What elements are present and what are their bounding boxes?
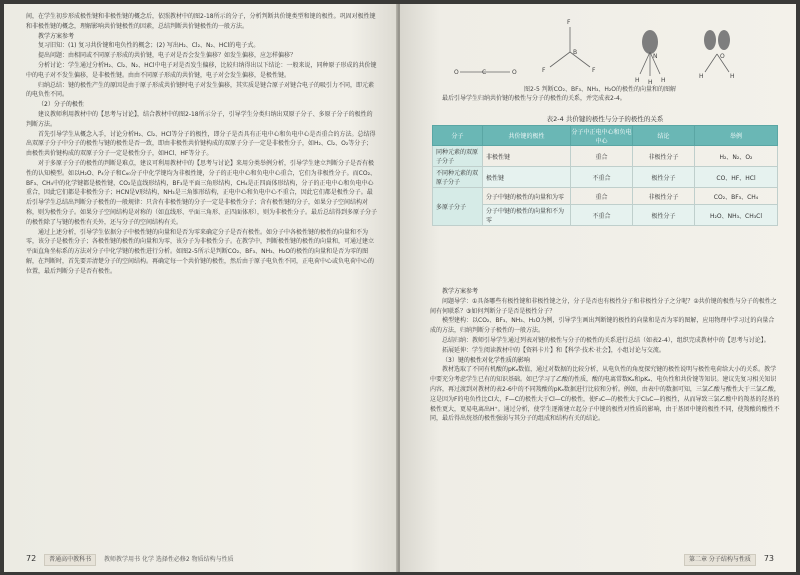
table-row <box>433 205 778 226</box>
paragraph-q4: 总结归纳：教师引导学生通过列表对键的极性与分子的极性的关系进行总结（如表2-4），组织完成教材中的【思考与讨论】。 <box>442 336 770 344</box>
table-cell: CO₂、BF₃、CH₄ <box>695 188 778 205</box>
nh3-atom-h3: H <box>661 77 666 84</box>
nh3-atom-n: N <box>653 53 658 60</box>
table-cell: CO、HF、HCl <box>695 167 778 188</box>
paragraph-q5: 拓展延伸：学生阅读教材中的【资料卡片】和【科学·技术·社会】，小组讨论与交流。 <box>442 346 665 354</box>
molecule-figure <box>440 12 760 92</box>
table-cell: 极性分子 <box>633 205 695 226</box>
row-group-label: 不同种元素的双原子分子 <box>433 167 483 188</box>
bf3-atom-f2: F <box>542 67 546 74</box>
right-page-number: 73 <box>763 554 774 563</box>
right-footer <box>580 552 780 566</box>
table-cell: 不重合 <box>571 205 633 226</box>
paragraph-p11: 通过上述分析，引导学生依据分子中极性键的向量和是否为零来确定分子是否有极性。如分子中各极性键的极性的向量和不为零，该分子是极性分子；各极性键的极性的向量和为零，该分子为非极性分子。在教学中，判断极性键的极性的向量和，可通过建立平面直角坐标系的方法对分子中化学键的极性进行分析。如图2-5所示是判断CO₂、BF₃、NH₃、H₂O的极性的向量和是否为零的图解，在判断时，首先要弄清楚分子的空间结构。再确定每一个共价键的极性，然后由于原子电负性不同，正电荷中心或负电荷中心的位置，最后判断分子是否有极性。 <box>26 228 375 275</box>
table-cell: 非极性分子 <box>633 146 695 167</box>
table-body <box>433 146 778 226</box>
polarity-table <box>432 125 778 226</box>
paragraph-q7: 教材选取了不同有机酸的pKₐ数值，通过对数据的比较分析，从电负性的角度探究键的极性说明与极性电荷给大小的关系。教学中要充分考虑学生已有的知识基础。如已学习了乙酸的性质，酸的电离常数Kₐ和pKₐ、电负性和共价键等知识。建议先复习相关知识内容，再过渡到对教材的表2-6中的不同羧酸的pKₐ数据进行比较和分析。例如，由表中的数据可知，三氯乙酸与酸性大于三氯乙酸，这是因为F的电负性比Cl大，F—C的极性大于Cl—C的极性，使F₃C—的极性大于Cl₃C—的极性，从而导致三氯乙酸中的羧基的羟基的极性更大，更易电离出H⁺。通过分析，使学生逐渐建立起分子中键的极性对性质的影响，由于基团中键的极性不同，使羧酸的酸性不同，最后得出烷基的极性强弱与其分子的组成和结构有关的结论。 <box>430 366 780 423</box>
paragraph-q1: 教学方案参考 <box>442 288 479 295</box>
paragraph-p7: （2）分子的极性 <box>38 101 84 109</box>
co2-atom-o1: O <box>454 69 459 76</box>
row-group-label: 同种元素的双原子分子 <box>433 146 483 167</box>
table-cell: 不重合 <box>571 167 633 188</box>
left-footer <box>26 552 378 566</box>
nh3-atom-h2: H <box>648 79 653 86</box>
table-cell: 非极性分子 <box>633 188 695 205</box>
th-molecule: 分子 <box>433 126 483 146</box>
paragraph-q2: 问题导学：①具备哪些有极性键和非极性键之分，分子是否也有极性分子和非极性分子之分呢？②共价键的极性与分子的极性之间有何联系？③如何判断分子是否是极性分子？ <box>430 297 777 315</box>
co2-atom-c: C <box>482 69 487 76</box>
footer-book-title: 教师教学用书 化学 选择性必修2 物质结构与性质 <box>104 556 234 563</box>
bf3-atom-b: B <box>573 49 578 56</box>
h2o-atom-o: O <box>720 53 725 60</box>
co2-diagram <box>454 69 517 76</box>
bf3-diagram <box>542 19 596 74</box>
table-cell: 极性分子 <box>633 167 695 188</box>
paragraph-p5: 分析讨论：学生通过分析H₂、Cl₂、N₂、HCl中电子对是否发生偏移，比较归纳得出以下结论：一般来说，同种原子形成的共价键中的电子对不发生偏移，是非极性键。由由不同原子形成的共价键，电子对会发生偏移，是极性键。 <box>26 61 377 79</box>
h2o-atom-h1: H <box>699 73 704 80</box>
table-row <box>433 167 778 188</box>
bf3-atom-f3: F <box>592 67 596 74</box>
right-text-column <box>430 287 780 424</box>
bf3-atom-f1: F <box>567 19 571 26</box>
nh3-atom-h1: H <box>635 77 640 84</box>
paragraph-p6: 归纳总结：键的极性产生的原因是由于原子形成共价键时电子对发生偏移，其实质是键合原子对键合电子的吸引力不同，即元素的电负性不同。 <box>26 81 375 99</box>
table-cell: 分子中键的极性的向量和为零 <box>483 188 571 205</box>
row-group-label: 多原子分子 <box>433 188 483 226</box>
co2-atom-o2: O <box>512 69 517 76</box>
h2o-atom-h2: H <box>730 73 735 80</box>
footer-chapter: 第二章 分子结构与性质 <box>684 554 756 566</box>
paragraph-p4: 提出问题：由相同或不同原子形成的共价键，电子对是否会发生偏移？如发生偏移，应怎样偏移？ <box>38 52 297 60</box>
paragraph-q6: （3）键的极性对化学性质的影响 <box>442 356 530 364</box>
paragraph-p9: 首先引导学生从概念入手，讨论分析H₂、Cl₂、HCl等分子的极性，即分子是否具有正电中心和负电中心是否重合的方法。总结得出双原子分子中分子的极性与键的极性是否一致，即由非极性共价键构成的双原子分子一定是非极性分子，如H₂、Cl₂、O₂等分子；由极性共价键构成的双原子分子一定是极性分子，如HCl、HF等分子。 <box>26 130 376 158</box>
table-row <box>433 188 778 205</box>
right-page <box>400 4 796 572</box>
table-intro-text: 最后引导学生归纳共价键的极性与分子的极性的关系，并完成表2-4。 <box>442 95 626 102</box>
table-cell: 重合 <box>571 188 633 205</box>
left-text-column <box>26 12 378 277</box>
paragraph-p10: 对于多原子分子的极性的判断是难点，建议可利用教材中的【思考与讨论】来用分类举例分析，引导学生建立判断分子是否有极性的认知模型。如以H₂O、P₄分子和C₆₀分子中化学键均为非极性键，分子的正电中心和负电中心重合，它们为非极性分子。而CO₂、BF₃、CH₄中的化学键都是极性键，CO₂是直线形结构，BF₃是平面三角形结构，CH₄是正四面体形结构，分子的正电中心和负电中心重合，因此它们都是非极性分子；HCN是V形结构，NH₃是三角锥形结构，正电中心和负电中心不重合，因此它们都是极性分子。最后引导学生总结出判断分子极性的一般规律：只含有非极性键的分子一定是非极性分子；含有极性键的分子，如果分子空间结构对称，则为极性分子。如果分子空间结构是对称的（如直线形、平面三角形、正四面体形），则为非极性分子。最后总结得到多原子分子的极性除了与键的极性有关外，还与分子的空间结构有关。 <box>26 159 378 226</box>
table-header-row <box>433 126 778 146</box>
left-page <box>4 4 398 572</box>
table-cell: 分子中键的极性的向量和不为零 <box>483 205 571 226</box>
table-intro <box>430 94 780 104</box>
table-cell: H₂、N₂、O₂ <box>695 146 778 167</box>
table-cell: 极性键 <box>483 167 571 188</box>
paragraph-p3: 复习旧知：(1) 复习共价键和电负性的概念；(2) 写出H₂、Cl₂、N₂、HCl的电子式。 <box>38 42 260 50</box>
table-cell: 非极性键 <box>483 146 571 167</box>
paragraph-p8: 建议教师利用教材中的【思考与讨论】，结合教材中的图2-18所示分子，引导学生分类归纳出双原子分子、多原子分子的极性的判断方法。 <box>26 110 373 128</box>
table-cell: H₂O、NH₃、CH₃Cl <box>695 205 778 226</box>
footer-series: 普通高中教科书 <box>44 554 96 566</box>
table-cell: 重合 <box>571 146 633 167</box>
figure-caption: 图2-5 判断CO₂、BF₃、NH₃、H₂O的极性的向量和的图解 <box>523 86 677 93</box>
th-conclusion: 结论 <box>633 126 695 146</box>
th-charge-center: 分子中正电中心和负电中心 <box>571 126 633 146</box>
table-row <box>433 146 778 167</box>
left-page-number: 72 <box>26 554 37 563</box>
table-caption: 表2-4 共价键的极性与分子的极性的关系 <box>546 115 664 123</box>
paragraph-p1: 间，在学生初步形成极性键和非极性键的概念后，依照教材中的图2-18所示的分子，分析判断共价键类型和键的极性。巩固对极性键和非极性键的概念，理解影响共价键极性的因素，总结判断共价键极性的一般方法。 <box>26 13 376 30</box>
th-bond-polarity: 共价键的极性 <box>483 126 571 146</box>
h2o-diagram <box>699 30 735 80</box>
paragraph-q3: 模型建构：以CO₂、BF₃、NH₃、H₂O为例，引导学生画出判断键的极性的向量和是否为零的图解，应用物理中学习过的向量合成的方法，归纳判断分子极性的一般方法。 <box>430 317 775 335</box>
paragraph-p2: 教学方案参考 <box>38 32 75 40</box>
nh3-diagram <box>635 30 666 86</box>
th-example: 举例 <box>695 126 778 146</box>
